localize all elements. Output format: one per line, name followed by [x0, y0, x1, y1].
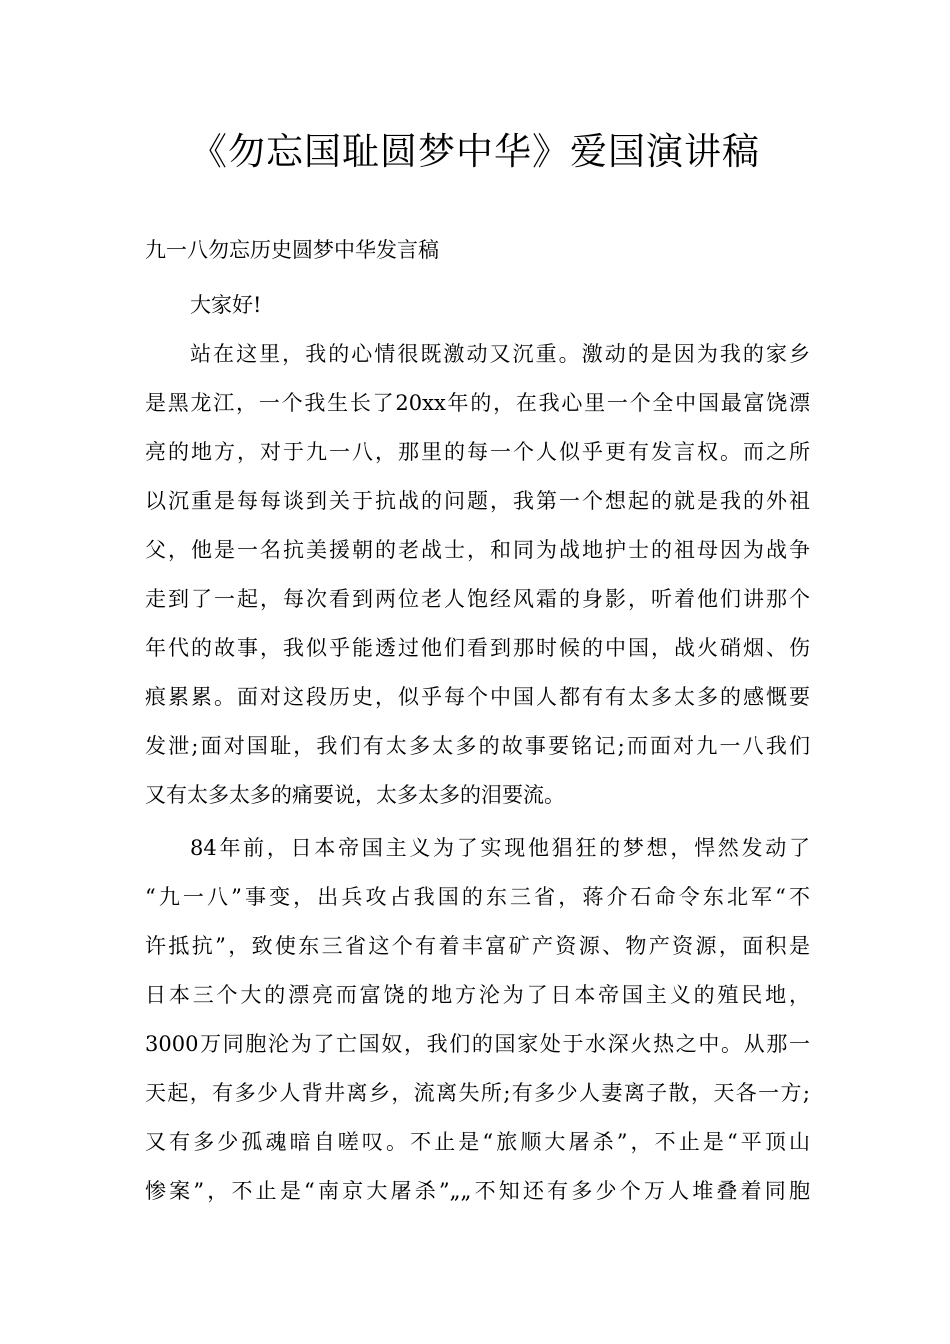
paragraph-line: 以沉重是每每谈到关于抗战的问题，我第一个想起的就是我的外祖	[145, 489, 810, 513]
paragraph-line: 84年前，日本帝国主义为了实现他猖狂的梦想，悍然发动了	[190, 836, 810, 860]
paragraph-line: 3000万同胞沦为了亡国奴，我们的国家处于水深火热之中。从那一	[145, 1032, 810, 1056]
paragraph-line: 日本三个大的漂亮而富饶的地方沦为了日本帝国主义的殖民地，	[145, 983, 810, 1007]
paragraph-line: 天起，有多少人背井离乡，流离失所;有多少人妻离子散，天各一方;	[145, 1081, 810, 1105]
paragraph-line: 走到了一起，每次看到两位老人饱经风霜的身影，听着他们讲那个	[145, 587, 810, 611]
paragraph-line: 又有多少孤魂暗自嗟叹。不止是“旅顺大屠杀”，不止是“平顶山	[145, 1130, 810, 1154]
paragraph-line: 痕累累。面对这段历史，似乎每个中国人都有有太多太多的感慨要	[145, 685, 810, 709]
paragraph-line: 亮的地方，对于九一八，那里的每一个人似乎更有发言权。而之所	[145, 440, 810, 464]
paragraph-line: 站在这里，我的心情很既激动又沉重。激动的是因为我的家乡	[190, 342, 810, 366]
greeting-line: 大家好!	[190, 293, 262, 317]
paragraph-line: 年代的故事，我似乎能透过他们看到那时候的中国，战火硝烟、伤	[145, 636, 810, 660]
paragraph-line: 父，他是一名抗美援朝的老战士，和同为战地护士的祖母因为战争	[145, 538, 810, 562]
paragraph-line: 是黑龙江，一个我生长了20xx年的，在我心里一个全中国最富饶漂	[145, 391, 810, 415]
paragraph-line: 发泄;面对国耻，我们有太多太多的故事要铭记;而面对九一八我们	[145, 734, 810, 758]
paragraph-line: 许抵抗”，致使东三省这个有着丰富矿产资源、物产资源，面积是	[145, 934, 810, 958]
document-subtitle: 九一八勿忘历史圆梦中华发言稿	[145, 238, 439, 262]
paragraph-line: 又有太多太多的痛要说，太多太多的泪要流。	[145, 783, 565, 807]
paragraph-line: “九一八”事变，出兵攻占我国的东三省，蒋介石命令东北军“不	[145, 885, 810, 909]
paragraph-line: 惨案”，不止是“南京大屠杀”„„不知还有多少个万人堆叠着同胞	[145, 1179, 810, 1203]
document-title: 《勿忘国耻圆梦中华》爱国演讲稿	[190, 130, 760, 173]
